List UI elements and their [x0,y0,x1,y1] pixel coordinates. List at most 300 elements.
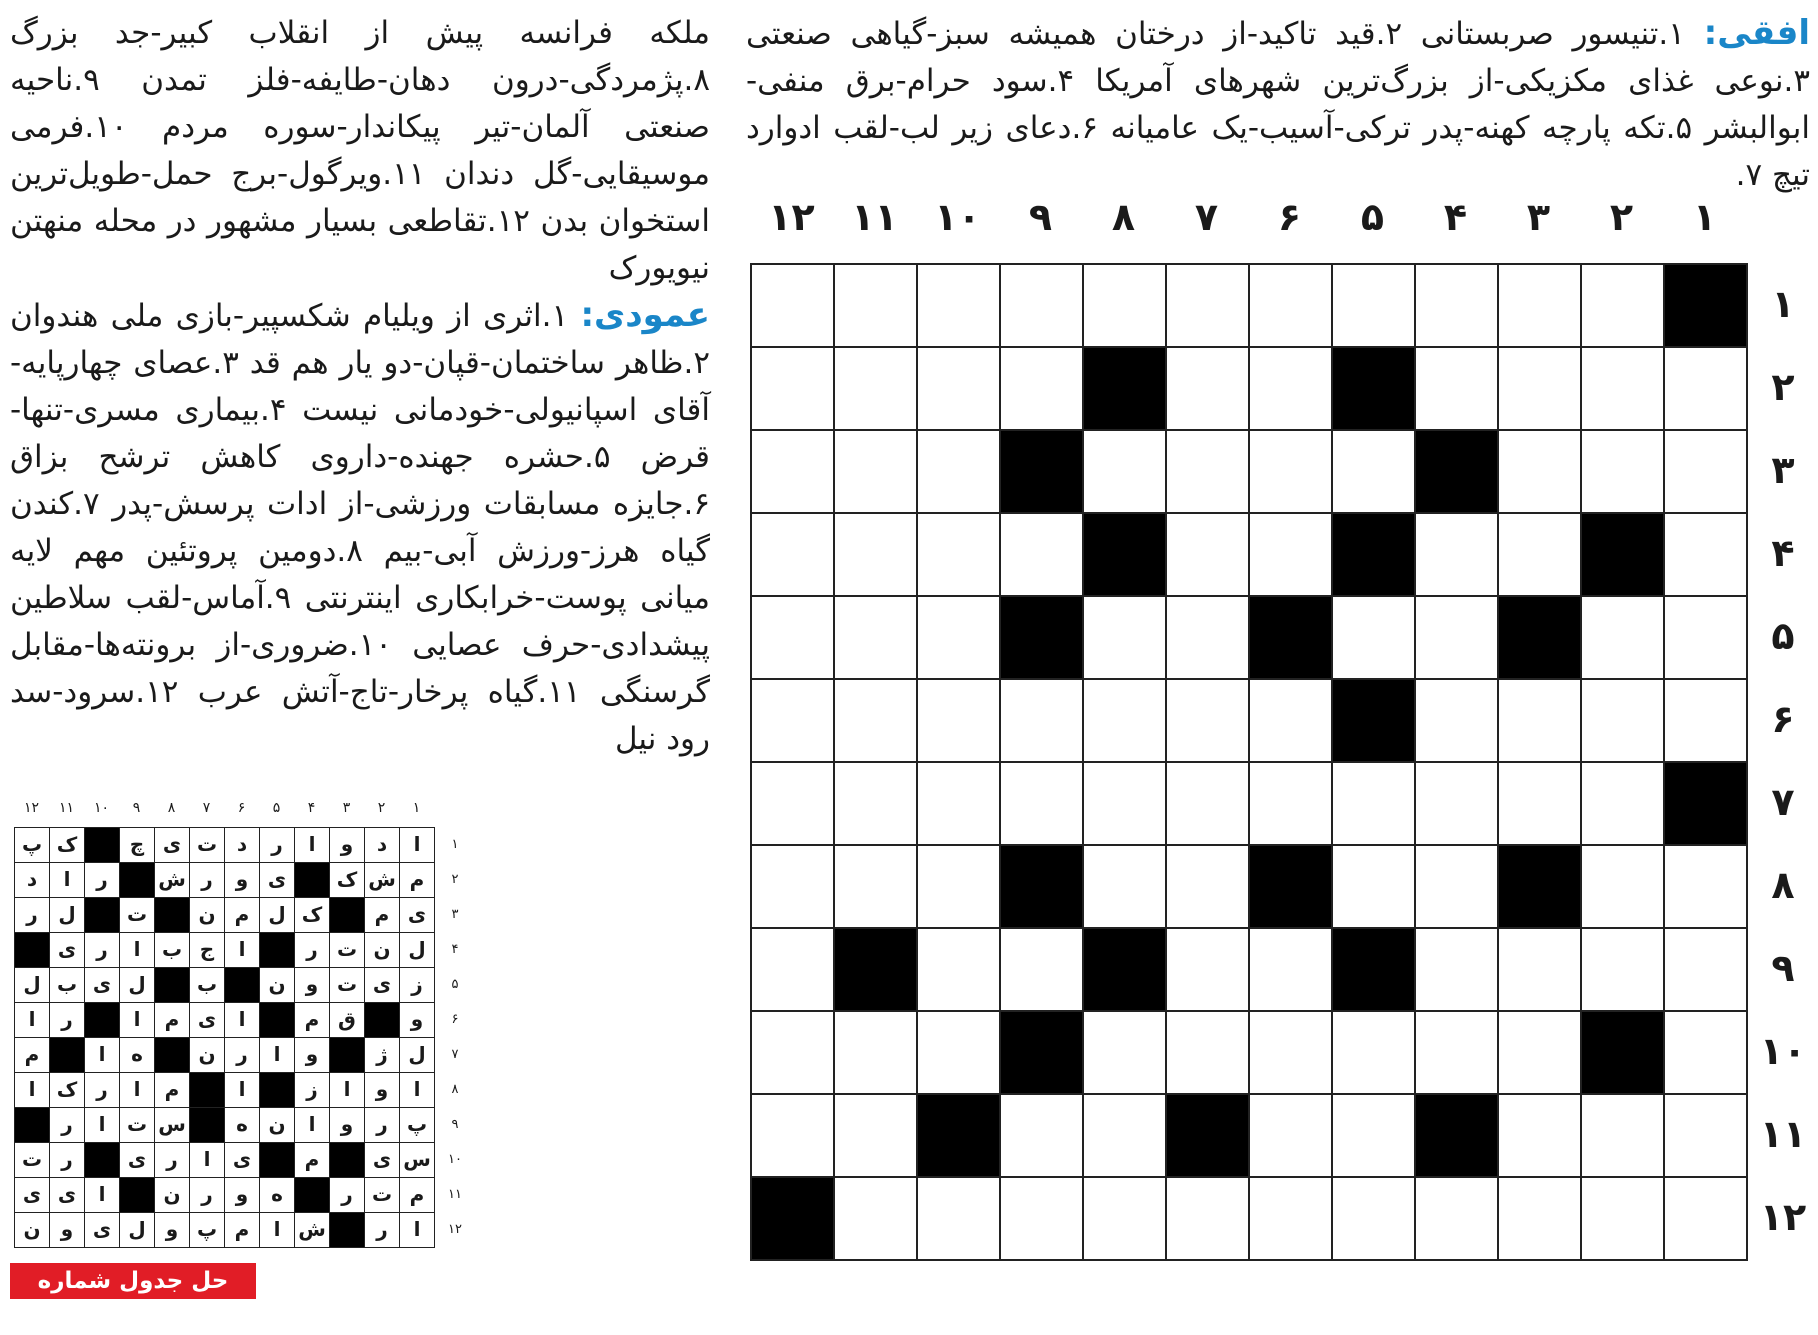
solution-cell: و [330,1108,365,1143]
column-number: ۱۰ [934,195,981,239]
crossword-cell[interactable] [1333,1012,1416,1095]
crossword-cell[interactable] [1084,1012,1167,1095]
solution-cell: و [365,1073,400,1108]
crossword-cell[interactable] [752,1095,835,1178]
black-cell [1001,1012,1084,1095]
black-cell [1665,265,1748,348]
black-cell [1250,846,1333,929]
row-number: ۱۱ [1759,1112,1807,1156]
crossword-cell[interactable] [1499,431,1582,514]
crossword-cell[interactable] [835,763,918,846]
black-cell [752,1178,835,1261]
crossword-cell[interactable] [835,348,918,431]
horizontal-clue-line: ۳.نوعی غذای مکزیکی-از بزرگ‌ترین شهرهای آمریکا ۴.سود حرام-برق منفی-ابوالبشر [746,63,1810,146]
solution-cell: و [330,828,365,863]
vertical-heading: عمودی: [580,295,710,335]
black-cell [1333,929,1416,1012]
solution-cell: ا [225,1003,260,1038]
crossword-cell[interactable] [1499,1095,1582,1178]
solution-cell: ر [50,1003,85,1038]
crossword-cell[interactable] [1001,514,1084,597]
row-number: ۱۲ [1759,1195,1807,1239]
black-cell [1001,846,1084,929]
solution-cell: ن [190,898,225,933]
crossword-cell[interactable] [1001,763,1084,846]
crossword-cell[interactable] [918,431,1001,514]
solution-row-number: ۶ [451,1012,459,1027]
black-cell [1250,597,1333,680]
crossword-cell[interactable] [1416,597,1499,680]
solution-cell: ر [225,1038,260,1073]
crossword-cell[interactable] [1250,1012,1333,1095]
crossword-cell[interactable] [1167,348,1250,431]
crossword-cell[interactable] [1167,1012,1250,1095]
crossword-cell[interactable] [1416,265,1499,348]
solution-cell: ر [50,1143,85,1178]
column-number: ۴ [1443,195,1468,239]
solution-cell: ر [365,1213,400,1248]
solution-cell: و [225,1178,260,1213]
solution-cell: م [155,1073,190,1108]
crossword-cell[interactable] [835,597,918,680]
crossword-cell[interactable] [835,431,918,514]
solution-cell: ش [365,863,400,898]
solution-cell: ت [120,1108,155,1143]
solution-cell: ا [400,828,435,863]
crossword-cell[interactable] [1001,1095,1084,1178]
crossword-cell[interactable] [1665,929,1748,1012]
crossword-cell[interactable] [752,1012,835,1095]
solution-column-number: ۱۰ [93,800,110,816]
solution-cell: ن [260,968,295,1003]
crossword-cell[interactable] [1499,514,1582,597]
solution-cell: ت [190,828,225,863]
crossword-cell[interactable] [752,265,835,348]
solution-column-number: ۶ [237,800,246,816]
black-cell [1084,514,1167,597]
solution-row-number: ۲ [451,872,459,887]
solution-cell: م [225,1213,260,1248]
crossword-cell[interactable] [918,265,1001,348]
solution-cell: ل [120,968,155,1003]
solution-cell: ا [85,1038,120,1073]
crossword-cell[interactable] [1665,680,1748,763]
black-cell [1499,846,1582,929]
crossword-cell[interactable] [918,514,1001,597]
crossword-cell[interactable] [1416,929,1499,1012]
solution-black-cell [120,863,155,898]
solution-cell: پ [400,1108,435,1143]
solution-black-cell [260,1143,295,1178]
solution-cell: م [365,898,400,933]
crossword-cell[interactable] [835,265,918,348]
black-cell [1582,1012,1665,1095]
crossword-cell[interactable] [1416,763,1499,846]
crossword-cell[interactable] [1499,1012,1582,1095]
solution-cell: ه [120,1038,155,1073]
crossword-cell[interactable] [1416,514,1499,597]
black-cell [1001,597,1084,680]
solution-cell: ک [50,1073,85,1108]
black-cell [835,929,918,1012]
solution-black-cell [85,898,120,933]
horizontal-clue-line: ۵.تکه پارچه کهنه-پدر ترکی-آسیب-یک عامیانه ۶.دعای زیر لب-لقب ادوارد تیچ ۷. [746,110,1810,193]
solution-cell: ا [190,1143,225,1178]
solution-black-cell [155,898,190,933]
crossword-cell[interactable] [1499,929,1582,1012]
crossword-cell[interactable] [1250,680,1333,763]
crossword-cell[interactable] [1084,846,1167,929]
crossword-cell[interactable] [1001,348,1084,431]
column-number: ۵ [1360,195,1385,239]
crossword-cell[interactable] [1084,1178,1167,1261]
crossword-cell[interactable] [1416,1178,1499,1261]
solution-cell: ت [330,968,365,1003]
solution-cell: ل [15,968,50,1003]
column-number: ۱۲ [768,195,815,239]
crossword-cell[interactable] [1416,1012,1499,1095]
black-cell [1665,763,1748,846]
horizontal-clue-line: ۱.تنیسور صربستانی ۲.قید تاکید-از درختان همیشه سبز-گیاهی صنعتی [746,16,1685,52]
solution-row-number: ۱۱ [448,1187,462,1202]
solution-cell: ی [260,863,295,898]
crossword-cell[interactable] [1084,763,1167,846]
solution-black-cell [85,1003,120,1038]
vertical-clues-column [10,10,710,763]
solution-cell: ن [15,1213,50,1248]
crossword-cell[interactable] [1582,929,1665,1012]
solution-black-cell [225,968,260,1003]
solution-cell: ر [330,1178,365,1213]
solution-black-cell [15,1108,50,1143]
solution-cell: ه [260,1178,295,1213]
solution-cell: پ [15,828,50,863]
crossword-cell[interactable] [835,846,918,929]
black-cell [1333,680,1416,763]
solution-cell: م [295,1003,330,1038]
solution-cell: ک [330,863,365,898]
solution-cell: ا [225,1073,260,1108]
solution-cell: ش [295,1213,330,1248]
crossword-cell[interactable] [1250,763,1333,846]
crossword-cell[interactable] [752,431,835,514]
solution-row-number: ۹ [451,1117,459,1132]
crossword-cell[interactable] [1250,431,1333,514]
solution-cell: ا [400,1213,435,1248]
solution-cell: ا [260,1213,295,1248]
crossword-cell[interactable] [918,1012,1001,1095]
solution-black-cell [295,1178,330,1213]
solution-black-cell [330,1213,365,1248]
crossword-cell[interactable] [1665,597,1748,680]
row-number: ۵ [1771,614,1795,658]
horizontal-clues [746,10,1810,199]
solution-cell: ر [155,1143,190,1178]
crossword-cell[interactable] [1167,680,1250,763]
solution-column-number: ۱۲ [23,800,40,816]
solution-cell: م [295,1143,330,1178]
main-grid-column-numbers [750,195,1746,245]
solution-cell: و [225,863,260,898]
crossword-cell[interactable] [1250,514,1333,597]
column-number: ۹ [1028,195,1053,239]
black-cell [918,1095,1001,1178]
crossword-cell[interactable] [1333,763,1416,846]
crossword-cell[interactable] [1250,929,1333,1012]
solution-row-numbers [442,827,468,1247]
solution-cell: ی [120,1143,155,1178]
crossword-cell[interactable] [1665,431,1748,514]
crossword-cell[interactable] [1084,431,1167,514]
black-cell [1001,431,1084,514]
crossword-cell[interactable] [752,348,835,431]
crossword-cell[interactable] [752,514,835,597]
horizontal-clues-continued: ملکه فرانسه پیش از انقلاب کبیر-جد بزرگ ۸.پژمردگی-درون دهان-طایفه-فلز تمدن ۹.ناحیه صنعتی آلمان-تیر پیکاندار-سوره مردم ۱۰.فرمی موسیقایی-گل دندان ۱۱.ویرگول-برج حمل-طویل‌ترین استخوان بدن ۱۲.تقاطعی بسیار مشهور در محله منهتن نیویورک [10,15,710,286]
crossword-cell[interactable] [752,597,835,680]
solution-cell: ی [365,1143,400,1178]
solution-cell: و [295,1038,330,1073]
solution-cell: م [400,1178,435,1213]
solution-cell: ن [260,1108,295,1143]
solution-cell: ت [330,933,365,968]
solution-cell: ی [85,1213,120,1248]
crossword-cell[interactable] [1084,680,1167,763]
crossword-cell[interactable] [1001,680,1084,763]
crossword-cell[interactable] [1333,1178,1416,1261]
crossword-cell[interactable] [835,514,918,597]
crossword-cell[interactable] [1333,846,1416,929]
crossword-cell[interactable] [1084,265,1167,348]
solution-cell: و [295,968,330,1003]
solution-cell: ر [85,1073,120,1108]
solution-column-number: ۲ [377,800,386,816]
black-cell [1167,1095,1250,1178]
horizontal-heading: افقی: [1703,13,1811,53]
crossword-cell[interactable] [1582,597,1665,680]
solution-cell: ر [260,828,295,863]
solution-cell: ر [365,1108,400,1143]
solution-black-cell [260,933,295,968]
black-cell [1582,514,1665,597]
crossword-cell[interactable] [1582,431,1665,514]
row-number: ۱۰ [1759,1029,1807,1073]
crossword-cell[interactable] [1001,1178,1084,1261]
crossword-grid [750,263,1748,1261]
crossword-cell[interactable] [835,680,918,763]
crossword-cell[interactable] [1001,929,1084,1012]
crossword-cell[interactable] [1582,680,1665,763]
crossword-cell[interactable] [1582,1178,1665,1261]
crossword-cell[interactable] [1167,265,1250,348]
solution-cell: ز [295,1073,330,1108]
crossword-cell[interactable] [1665,348,1748,431]
crossword-cell[interactable] [918,348,1001,431]
solution-column-number: ۴ [307,800,316,816]
solution-black-cell [85,828,120,863]
crossword-cell[interactable] [1582,846,1665,929]
crossword-cell[interactable] [1167,763,1250,846]
crossword-cell[interactable] [918,763,1001,846]
crossword-cell[interactable] [835,1095,918,1178]
solution-column-numbers [14,800,434,822]
black-cell [1416,431,1499,514]
solution-cell: ا [15,1003,50,1038]
solution-black-cell [330,1143,365,1178]
crossword-cell[interactable] [1582,1095,1665,1178]
solution-column-number: ۵ [272,800,281,816]
row-number: ۹ [1771,946,1795,990]
solution-cell: د [225,828,260,863]
column-number: ۷ [1194,195,1219,239]
crossword-cell[interactable] [1084,597,1167,680]
black-cell [1416,1095,1499,1178]
solution-cell: ل [400,1038,435,1073]
crossword-cell[interactable] [1333,431,1416,514]
solution-black-cell [155,1038,190,1073]
crossword-cell[interactable] [752,763,835,846]
solution-cell: ا [260,1038,295,1073]
crossword-cell[interactable] [1167,431,1250,514]
crossword-cell[interactable] [1499,348,1582,431]
crossword-cell[interactable] [1499,1178,1582,1261]
solution-cell: ل [120,1213,155,1248]
crossword-cell[interactable] [1167,846,1250,929]
solution-black-cell [15,933,50,968]
solution-black-cell [260,1003,295,1038]
crossword-cell[interactable] [918,597,1001,680]
crossword-cell[interactable] [1416,680,1499,763]
solution-black-cell [330,898,365,933]
solution-label: حل جدول شماره ۱۸۵۹ [10,1263,256,1299]
solution-row-number: ۱ [451,837,459,852]
crossword-cell[interactable] [1333,265,1416,348]
column-number: ۱ [1692,195,1717,239]
solution-cell: ت [15,1143,50,1178]
crossword-cell[interactable] [918,680,1001,763]
solution-cell: م [225,898,260,933]
crossword-cell[interactable] [1582,763,1665,846]
solution-cell: ی [15,1178,50,1213]
solution-cell: ی [85,968,120,1003]
crossword-cell[interactable] [1333,597,1416,680]
solution-cell: ا [120,1073,155,1108]
row-number: ۳ [1771,448,1795,492]
solution-cell: ب [50,968,85,1003]
crossword-cell[interactable] [752,929,835,1012]
solution-cell: ی [155,828,190,863]
crossword-cell[interactable] [1499,265,1582,348]
solution-cell: ن [155,1178,190,1213]
solution-column-number: ۹ [132,800,141,816]
solution-column-number: ۸ [167,800,176,816]
solution-cell: ا [50,863,85,898]
vertical-clues-text: ۱.اثری از ویلیام شکسپیر-بازی ملی هندوان ۲.ظاهر ساختمان-قپان-دو یار هم قد ۳.عصای چهارپایه-آقای اسپانیولی-خودمانی نیست ۴.بیماری مسری-تنها-قرض ۵.حشره جهنده-داروی کاهش ترشح بزاق ۶.جایزه مسابقات ورزشی-از ادات پرسش-پدر ۷.کندن گیاه هرز-ورزش آبی-بیم ۸.دومین پروتئین مهم لایه میانی پوست-خرابکاری اینترنتی ۹.آماس-لقب سلاطین پیشدادی-حرف عصایی ۱۰.ضروری-از برونته‌ها-مقابل گرسنگی ۱۱.گیاه پرخار-تاج-آتش عرب ۱۲.سرود-سد رود نیل [10,298,710,757]
crossword-cell[interactable] [918,1178,1001,1261]
solution-cell: و [155,1213,190,1248]
solution-cell: ج [190,933,225,968]
solution-black-cell [190,1108,225,1143]
crossword-cell[interactable] [1416,846,1499,929]
crossword-cell[interactable] [835,1012,918,1095]
solution-cell: ن [190,1038,225,1073]
crossword-cell[interactable] [918,929,1001,1012]
solution-cell: ک [50,828,85,863]
solution-cell: ز [400,968,435,1003]
solution-row-number: ۳ [451,907,459,922]
crossword-cell[interactable] [1582,348,1665,431]
solution-column-number: ۳ [342,800,351,816]
crossword-cell[interactable] [1250,1178,1333,1261]
solution-cell: و [50,1213,85,1248]
crossword-cell[interactable] [1167,929,1250,1012]
row-number: ۱ [1771,282,1795,326]
column-number: ۲ [1609,195,1634,239]
crossword-cell[interactable] [1499,763,1582,846]
crossword-cell[interactable] [1665,846,1748,929]
crossword-cell[interactable] [1250,265,1333,348]
crossword-cell[interactable] [1416,348,1499,431]
crossword-cell[interactable] [1167,597,1250,680]
crossword-cell[interactable] [752,680,835,763]
row-number: ۷ [1771,780,1795,824]
solution-cell: ی [50,1178,85,1213]
black-cell [1499,597,1582,680]
crossword-cell[interactable] [1582,265,1665,348]
crossword-cell[interactable] [1084,1095,1167,1178]
solution-cell: پ [190,1213,225,1248]
solution-black-cell [330,1038,365,1073]
solution-cell: ت [120,898,155,933]
crossword-cell[interactable] [918,846,1001,929]
crossword-cell[interactable] [1167,1178,1250,1261]
crossword-cell[interactable] [1001,265,1084,348]
crossword-cell[interactable] [1250,348,1333,431]
solution-cell: ا [330,1073,365,1108]
solution-black-cell [155,968,190,1003]
row-number: ۶ [1771,697,1795,741]
crossword-cell[interactable] [1333,1095,1416,1178]
solution-cell: ی [365,968,400,1003]
crossword-cell[interactable] [1665,1012,1748,1095]
crossword-cell[interactable] [1167,514,1250,597]
solution-cell: ل [50,898,85,933]
row-number: ۸ [1771,863,1795,907]
crossword-cell[interactable] [835,1178,918,1261]
solution-column-number: ۷ [202,800,211,816]
crossword-cell[interactable] [1665,1095,1748,1178]
solution-row-number: ۵ [451,977,459,992]
solution-cell: ه [225,1108,260,1143]
solution-cell: ر [85,863,120,898]
crossword-cell[interactable] [752,846,835,929]
solution-black-cell [120,1178,155,1213]
crossword-cell[interactable] [1250,1095,1333,1178]
solution-cell: س [155,1108,190,1143]
solution-cell: ا [15,1073,50,1108]
solution-cell: م [155,1003,190,1038]
solution-cell: ر [190,1178,225,1213]
solution-black-cell [295,863,330,898]
solution-row-number: ۴ [451,942,459,957]
solution-grid [14,827,435,1248]
crossword-cell[interactable] [1665,1178,1748,1261]
crossword-cell[interactable] [1665,514,1748,597]
solution-cell: ر [50,1108,85,1143]
solution-cell: ر [190,863,225,898]
crossword-cell[interactable] [1499,680,1582,763]
solution-cell: م [15,1038,50,1073]
black-cell [1333,348,1416,431]
